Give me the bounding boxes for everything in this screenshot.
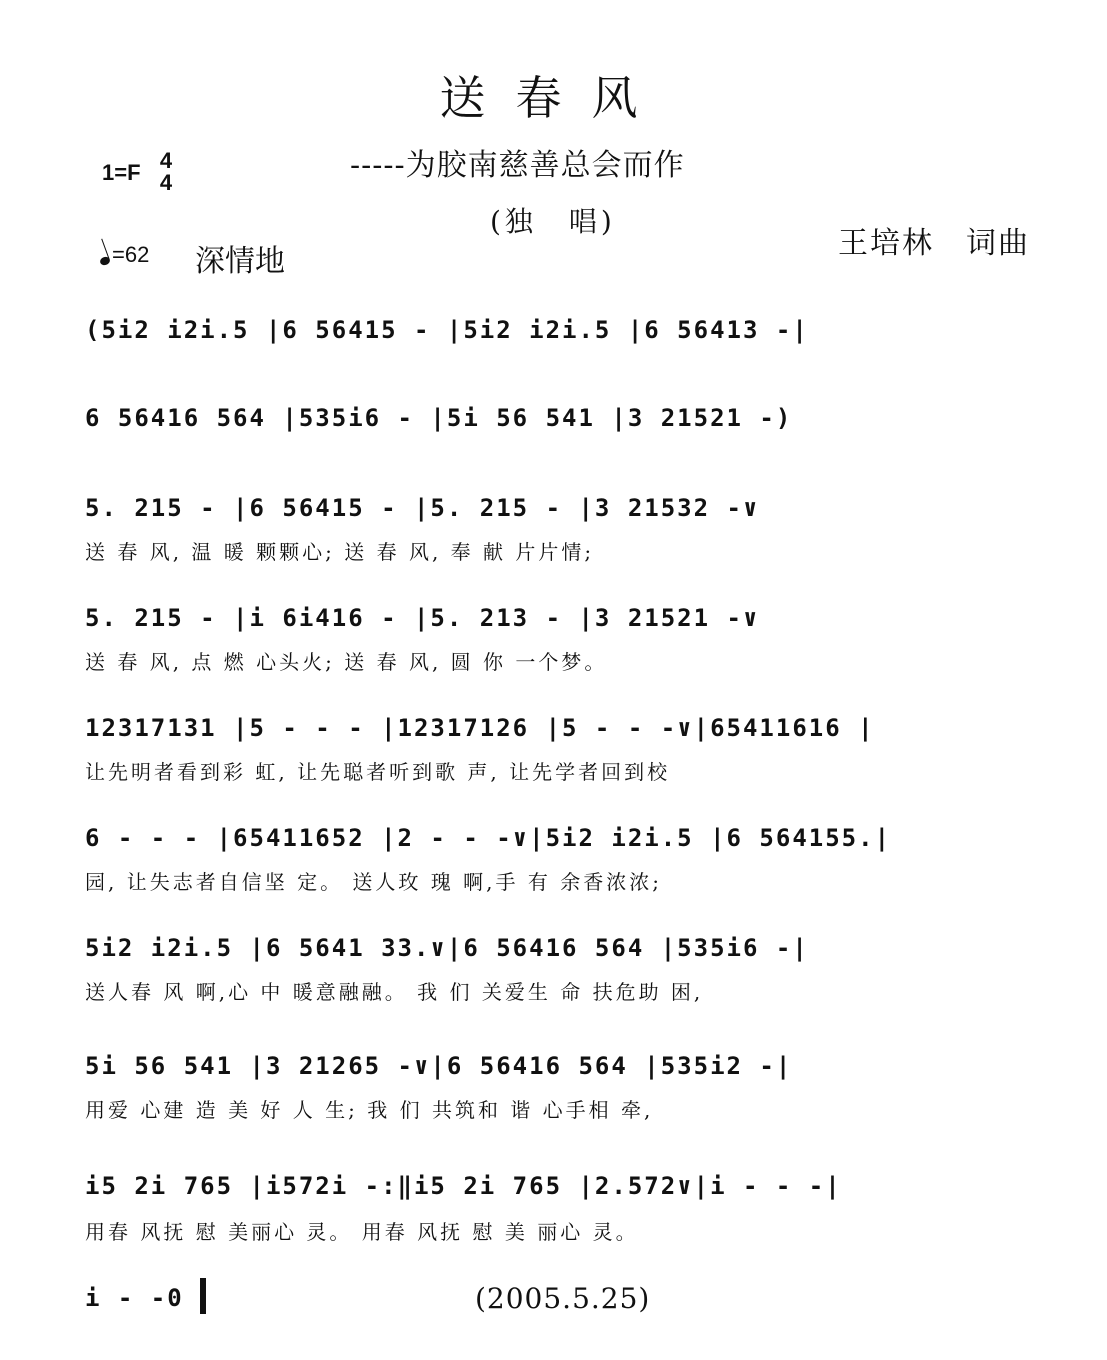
lyric-row: 送 春 风, 点 燃 心头火; 送 春 风, 圆 你 一个梦。 xyxy=(85,650,608,674)
lyric-row: 园, 让失志者自信坚 定。 送人玫 瑰 啊,手 有 余香浓浓; xyxy=(85,870,662,894)
lyric-row: 让先明者看到彩 虹, 让先聪者听到歌 声, 让先学者回到校 xyxy=(85,760,671,784)
lyric-row: 送人春 风 啊,心 中 暖意融融。 我 们 关爱生 命 扶危助 困, xyxy=(85,980,704,1004)
score-row: 6 56416 564 |535i6 - |5i 56 541 |3 21521 -) xyxy=(85,404,793,432)
score-row: 5i 56 541 |3 21265 -∨|6 56416 564 |535i2 -| xyxy=(85,1052,793,1080)
score-row: 5. 215 - |6 56415 - |5. 215 - |3 21532 -∨ xyxy=(85,494,760,522)
score-row: 5i2 i2i.5 |6 5641 33.∨|6 56416 564 |535i6 -| xyxy=(85,934,809,962)
score-row: i5 2i 765 |i572i -:‖i5 2i 765 |2.572∨|i - - -| xyxy=(85,1172,842,1200)
tempo-value: =62 xyxy=(112,242,150,267)
lyric-row: 用春 风抚 慰 美丽心 灵。 用春 风抚 慰 美 丽心 灵。 xyxy=(85,1220,639,1244)
score-row: 6 - - - |65411652 |2 - - -∨|5i2 i2i.5 |6 564155.| xyxy=(85,824,892,852)
score-row: (5i2 i2i.5 |6 56415 - |5i2 i2i.5 |6 56413 -| xyxy=(85,316,809,344)
performance-form: (独 唱) xyxy=(490,205,616,238)
key-signature: 1=F xyxy=(102,160,141,185)
meter-bottom: 4 xyxy=(159,170,173,195)
quarter-note-icon xyxy=(99,256,111,267)
tempo-marking xyxy=(100,242,149,268)
score-row: 12317131 |5 - - - |12317126 |5 - - -∨|65411616 | xyxy=(85,714,875,742)
lyric-row: 送 春 风, 温 暖 颗颗心; 送 春 风, 奉 献 片片情; xyxy=(85,540,595,564)
song-title: 送春风 xyxy=(439,71,668,125)
final-barline xyxy=(200,1278,206,1314)
song-subtitle: -----为胶南慈善总会而作 xyxy=(350,148,685,183)
meter-top: 4 xyxy=(159,148,173,173)
expression-marking: 深情地 xyxy=(195,244,285,279)
score-row: i - -0 xyxy=(85,1284,184,1312)
composer-credit: 王培林 词曲 xyxy=(838,226,1030,261)
composition-date: (2005.5.25) xyxy=(475,1282,651,1315)
time-signature xyxy=(155,150,177,194)
score-row: 5. 215 - |i 6i416 - |5. 213 - |3 21521 -∨ xyxy=(85,604,760,632)
lyric-row: 用爱 心建 造 美 好 人 生; 我 们 共筑和 谐 心手相 牵, xyxy=(85,1098,654,1122)
